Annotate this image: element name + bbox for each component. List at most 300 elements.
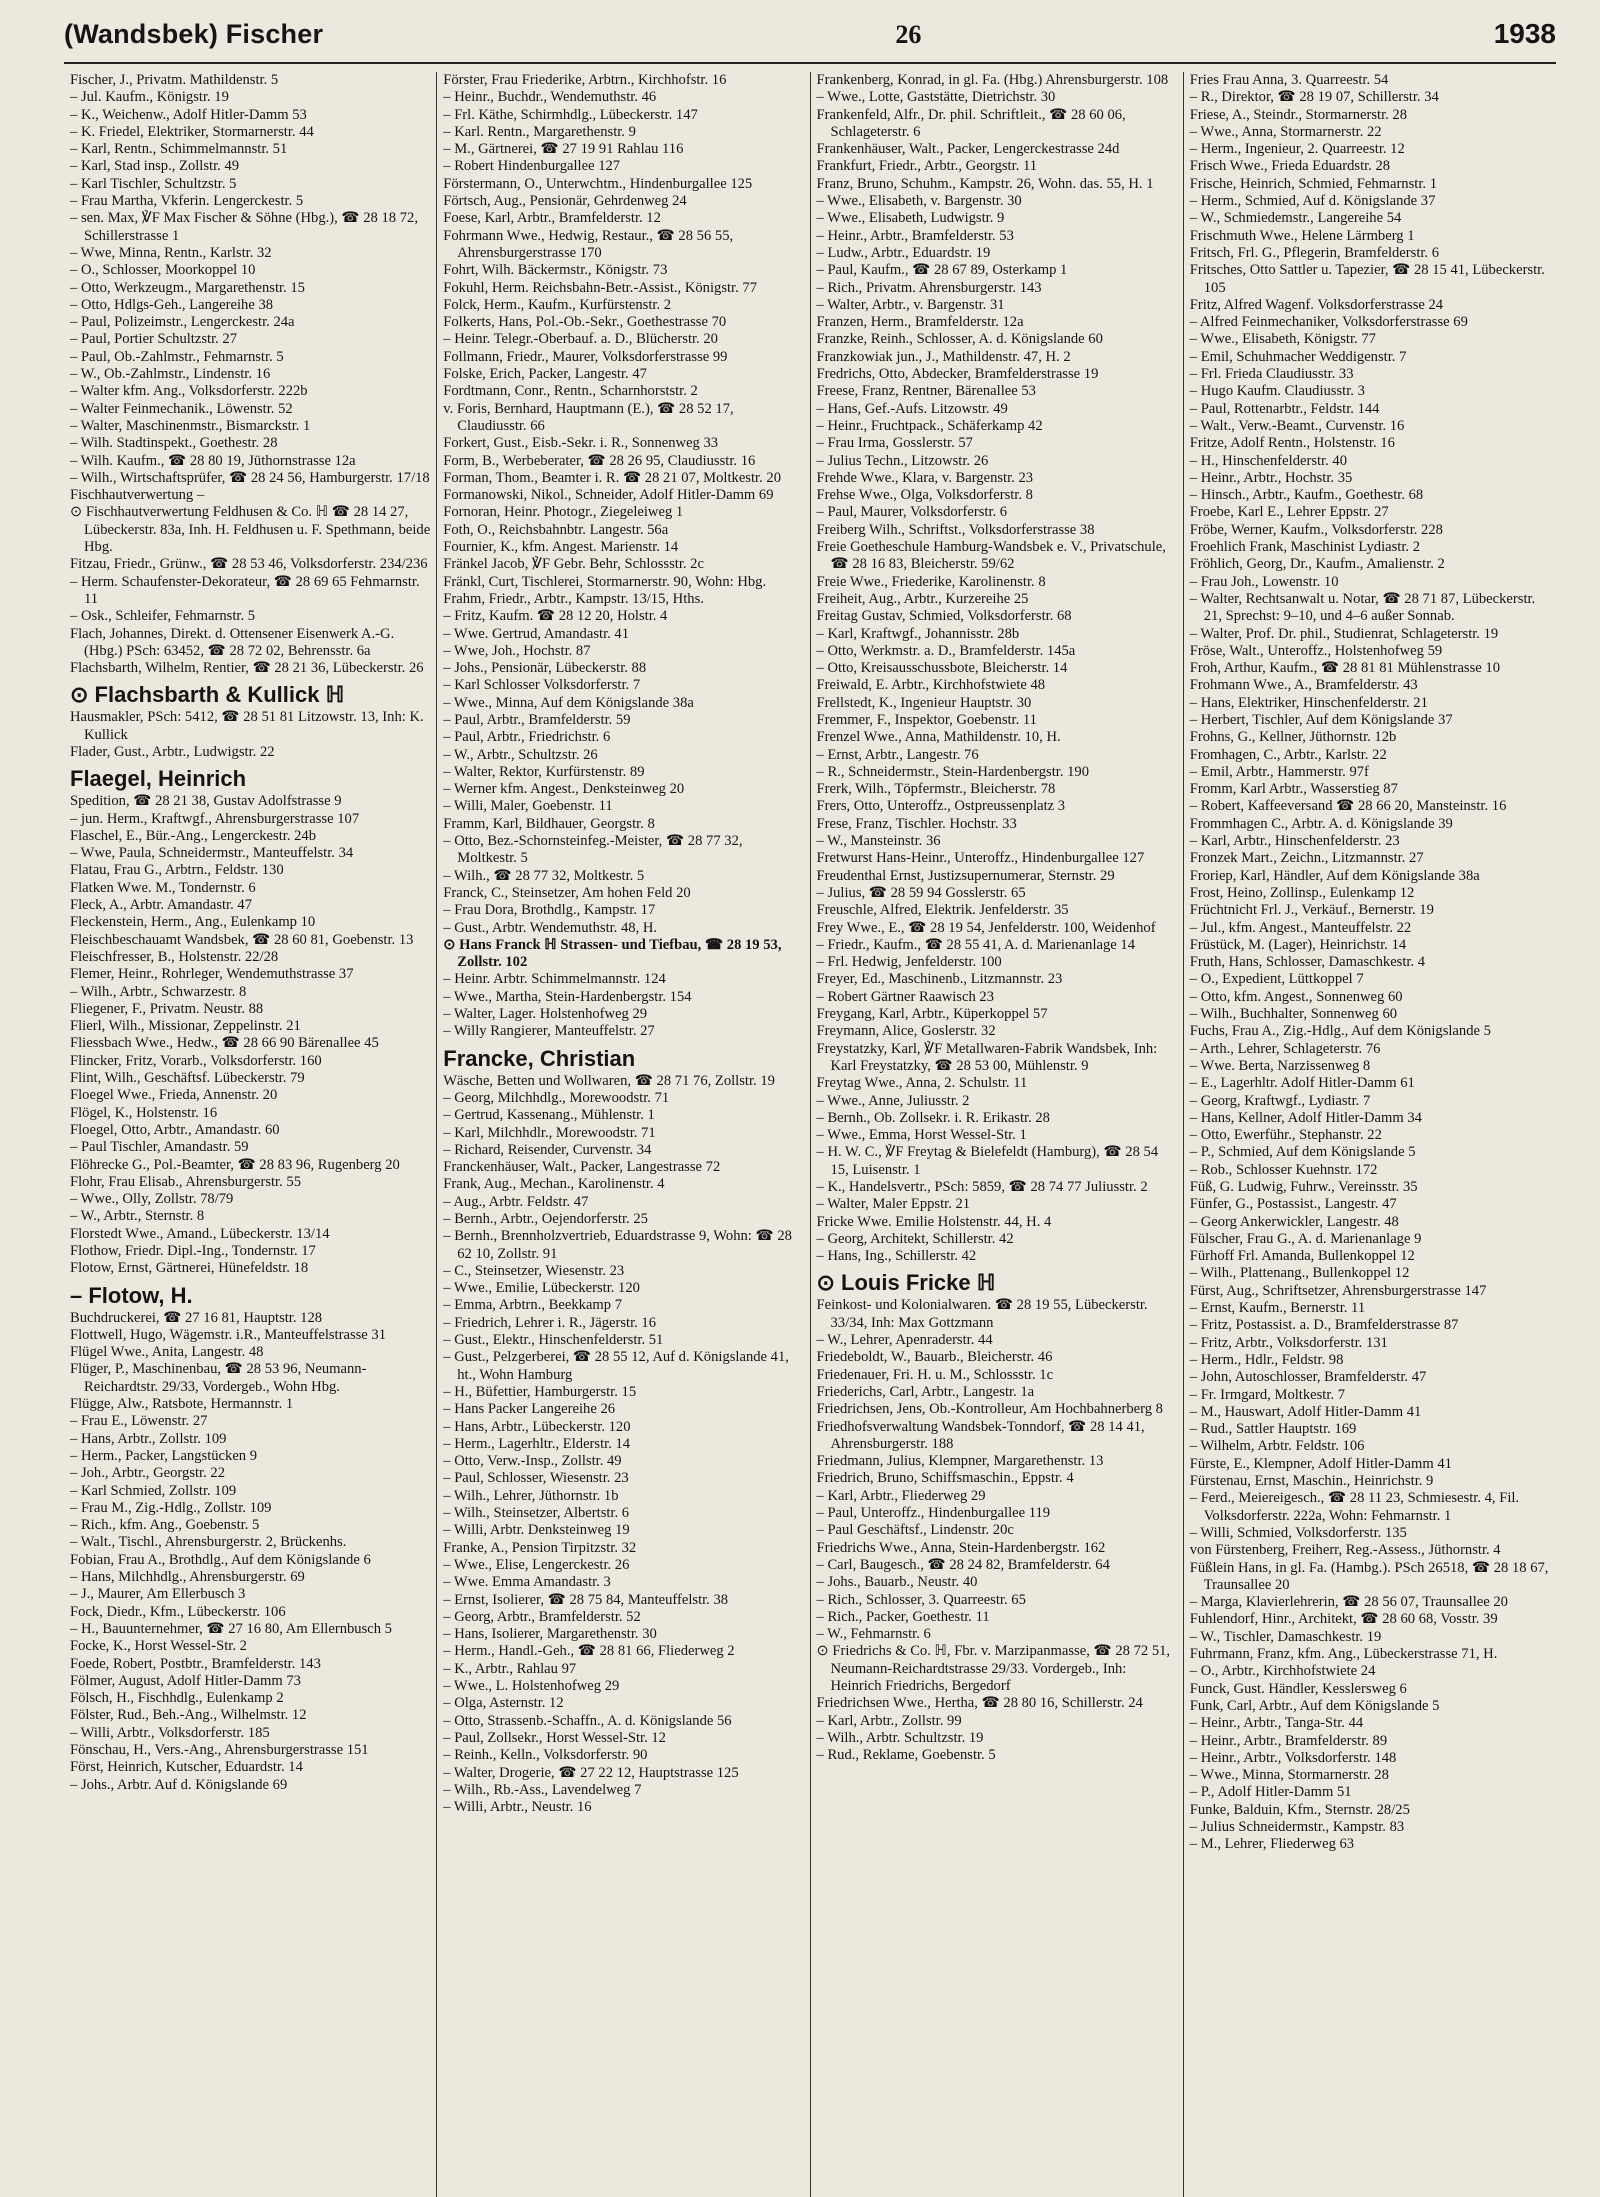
directory-entry: Frahm, Friedr., Arbtr., Kampstr. 13/15, Hths.: [443, 590, 704, 607]
directory-entry: Forkert, Gust., Eisb.-Sekr. i. R., Sonnenweg 33: [443, 435, 719, 452]
directory-entry: Füßlein Hans, in gl. Fa. (Hambg.). PSch 26518, ☎ 28 18 67, Traunsallee 20: [1189, 1559, 1549, 1593]
directory-entry: – Walter, Rechtsanwalt u. Notar, ☎ 28 71 87, Lübeckerstr. 21, Sprechst: 9–10, und 4–6 außer Sonnab.: [1189, 590, 1536, 625]
directory-entry: Flothow, Friedr. Dipl.-Ing., Tondernstr. 17: [70, 1243, 316, 1259]
directory-entry: Fokuhl, Herm. Reichsbahn-Betr.-Assist., Königstr. 77: [443, 279, 758, 296]
directory-entry: Fuchs, Frau A., Zig.-Hdlg., Auf dem Königslande 5: [1189, 1023, 1491, 1040]
directory-entry: Förtsch, Aug., Pensionär, Gehrdenweg 24: [443, 193, 687, 210]
directory-entry: – Walter, Drogerie, ☎ 27 22 12, Hauptstrasse 125: [443, 1764, 739, 1781]
directory-entry: Fordtmann, Conr., Rentn., Scharnhorststr. 2: [443, 383, 698, 400]
directory-entry: – Karl Schmied, Zollstr. 109: [70, 1482, 237, 1499]
directory-entry: Flöhrecke G., Pol.-Beamter, ☎ 28 83 96, Rugenberg 20: [70, 1156, 400, 1173]
directory-entry: – Joh., Arbtr., Georgstr. 22: [70, 1465, 225, 1482]
directory-entry: – Emil, Schuhmacher Weddigenstr. 7: [1189, 348, 1407, 365]
directory-entry: Freygang, Karl, Arbtr., Küperkoppel 57: [816, 1006, 1048, 1023]
directory-entry: Franke, A., Pension Tirpitzstr. 32: [443, 1539, 637, 1556]
directory-entry: – Rud., Sattler Hauptstr. 169: [1189, 1421, 1357, 1438]
directory-entry: – Herm., Lagerhltr., Elderstr. 14: [443, 1435, 631, 1452]
directory-entry: – Marga, Klavierlehrerin, ☎ 28 56 07, Traunsallee 20: [1189, 1594, 1508, 1611]
directory-entry: Flader, Gust., Arbtr., Ludwigstr. 22: [70, 743, 275, 760]
directory-entry: Freytag Wwe., Anna, 2. Schulstr. 11: [816, 1075, 1028, 1092]
directory-entry: – Hans, Arbtr., Lübeckerstr. 120: [443, 1418, 631, 1435]
directory-entry: – Willi, Arbtr. Denksteinweg 19: [443, 1522, 630, 1539]
directory-entry: Freie Goetheschule Hamburg-Wandsbek e. V., Privatschule, ☎ 28 16 83, Bleicherstr. 59/62: [816, 539, 1166, 573]
directory-entry: Flaschel, E., Bür.-Ang., Lengerckestr. 24b: [70, 827, 317, 844]
directory-entry: – Willi, Schmied, Volksdorferstr. 135: [1189, 1524, 1407, 1541]
directory-entry: Franzen, Herm., Bramfelderstr. 12a: [816, 314, 1024, 331]
directory-entry: – O., Arbtr., Kirchhofstwiete 24: [1189, 1663, 1376, 1680]
directory-entry: – Karl, Arbtr., Zollstr. 99: [816, 1712, 962, 1729]
directory-entry: – Karl, Kraftwgf., Johannisstr. 28b: [816, 625, 1020, 642]
directory-entry: – Karl Tischler, Schultzstr. 5: [70, 175, 237, 192]
directory-entry: Franzkowiak jun., J., Mathildenstr. 47, H. 2: [816, 348, 1071, 365]
directory-entry: Spedition, ☎ 28 21 38, Gustav Adolfstrasse 9: [70, 793, 342, 810]
directory-entry: – Alfred Feinmechaniker, Volksdorferstrasse 69: [1189, 314, 1468, 331]
directory-entry: Fröhlich, Georg, Dr., Kaufm., Amalienstr. 2: [1189, 556, 1445, 573]
directory-entry: Fobian, Frau A., Brothdlg., Auf dem Königslande 6: [70, 1551, 371, 1568]
directory-entry: – Paul, Unteroffz., Hindenburgallee 119: [816, 1505, 1051, 1522]
directory-entry: Fleckenstein, Herm., Ang., Eulenkamp 10: [70, 914, 316, 931]
directory-entry: Frommhagen C., Arbtr. A. d. Königslande 39: [1189, 815, 1453, 832]
directory-entry: – Julius Schneidermstr., Kampstr. 83: [1189, 1818, 1405, 1835]
directory-entry: – Wwe., Minna, Stormarnerstr. 28: [1189, 1767, 1389, 1784]
directory-entry: Friedeboldt, W., Bauarb., Bleicherstr. 46: [816, 1349, 1053, 1366]
directory-entry: – Reinh., Kelln., Volksdorferstr. 90: [443, 1747, 648, 1764]
directory-entry: – Paul, Schlosser, Wiesenstr. 23: [443, 1470, 629, 1487]
directory-entry: Friedmann, Julius, Klempner, Margarethenstr. 13: [816, 1453, 1104, 1470]
page-number: 26: [895, 20, 922, 49]
directory-entry: Fock, Diedr., Kfm., Lübeckerstr. 106: [70, 1603, 286, 1620]
directory-entry: Flach, Johannes, Direkt. d. Ottensener Eisenwerk A.-G. (Hbg.) PSch: 63452, ☎ 28 72 02, Behrensstr. 6a: [70, 625, 395, 659]
directory-entry: Fritsches, Otto Sattler u. Tapezier, ☎ 28 15 41, Lübeckerstr. 105: [1189, 262, 1545, 296]
directory-entry: Fritze, Adolf Rentn., Holstenstr. 16: [1189, 435, 1395, 452]
directory-entry: von Fürstenberg, Freiherr, Reg.-Assess., Jüthornstr. 4: [1189, 1542, 1501, 1559]
directory-entry: Fölmer, August, Adolf Hitler-Damm 73: [70, 1672, 301, 1689]
directory-entry: – Wilh., Arbtr., Schwarzestr. 8: [70, 983, 247, 1000]
directory-entry: – Walt., Tischl., Ahrensburgerstr. 2, Brückenhs.: [70, 1534, 347, 1551]
directory-entry: Flüger, P., Maschinenbau, ☎ 28 53 96, Neumann-Reichardtstr. 29/33, Vordergeb., Wohn Hbg.: [70, 1361, 367, 1395]
directory-entry: Fournier, K., kfm. Angest. Marienstr. 14: [443, 539, 679, 556]
directory-entry: – Wwe. Emma Amandastr. 3: [443, 1574, 611, 1591]
directory-entry: – Walter, Maler Eppstr. 21: [816, 1196, 971, 1213]
directory-entry: – R., Direktor, ☎ 28 19 07, Schillerstr. 34: [1189, 89, 1439, 106]
directory-entry: Floegel, Otto, Arbtr., Amandastr. 60: [70, 1121, 280, 1138]
directory-entry: Fohrmann Wwe., Hedwig, Restaur., ☎ 28 56 55, Ahrensburgerstrasse 170: [443, 227, 734, 261]
directory-entry: – Hans, Ing., Schillerstr. 42: [816, 1248, 977, 1265]
directory-entry: – Otto, Bez.-Schornsteinfeg.-Meister, ☎ 28 77 32, Moltkestr. 5: [443, 833, 743, 867]
directory-entry: Florstedt Wwe., Amand., Lübeckerstr. 13/14: [70, 1225, 330, 1242]
directory-entry: – Arth., Lehrer, Schlageterstr. 76: [1189, 1040, 1381, 1057]
directory-entry: – Wwe., Elisabeth, Königstr. 77: [1189, 331, 1376, 348]
directory-entry: – Rich., Privatm. Ahrensburgerstr. 143: [816, 279, 1042, 296]
directory-entry: – Wwe., L. Holstenhofweg 29: [443, 1678, 620, 1695]
directory-entry: – Frl. Käthe, Schirmhdlg., Lübeckerstr. 147: [443, 106, 698, 123]
directory-entry: Fitzau, Friedr., Grünw., ☎ 28 53 46, Volksdorferstr. 234/236: [70, 556, 428, 573]
directory-entry: – Heinr., Arbtr., Volksdorferstr. 148: [1189, 1749, 1397, 1766]
directory-entry: – Walter, Lager. Holstenhofweg 29: [443, 1006, 648, 1023]
directory-entry: Fricke Wwe. Emilie Holstenstr. 44, H. 4: [816, 1213, 1052, 1230]
directory-entry: – Wilh. Kaufm., ☎ 28 80 19, Jüthornstrasse 12a: [70, 452, 356, 469]
directory-entry: Franckenhäuser, Walt., Packer, Langestrasse 72: [443, 1159, 721, 1176]
directory-entry: Fries Frau Anna, 3. Quarreestr. 54: [1189, 72, 1389, 88]
directory-entry: – Frau Joh., Lowenstr. 10: [1189, 573, 1339, 590]
directory-entry: Fränkl, Curt, Tischlerei, Stormarnerstr. 90, Wohn: Hbg.: [443, 573, 767, 590]
directory-entry: – Heinr. Arbtr. Schimmelmannstr. 124: [443, 971, 666, 988]
directory-entry: – Wilh., Wirtschaftsprüfer, ☎ 28 24 56, Hamburgerstr. 17/18: [70, 469, 430, 486]
directory-entry: Formanowski, Nikol., Schneider, Adolf Hitler-Damm 69: [443, 487, 774, 504]
directory-entry: – Fritz, Arbtr., Volksdorferstr. 131: [1189, 1334, 1388, 1351]
directory-entry: – Wilh., Rb.-Ass., Lavendelweg 7: [443, 1781, 642, 1798]
directory-entry: Friedrichs Wwe., Anna, Stein-Hardenbergstr. 162: [816, 1539, 1106, 1556]
directory-entry: – O., Schlosser, Moorkoppel 10: [70, 262, 256, 279]
directory-entry: – E., Lagerhltr. Adolf Hitler-Damm 61: [1189, 1075, 1415, 1092]
directory-entry: Frisch Wwe., Frieda Eduardstr. 28: [1189, 158, 1391, 175]
directory-entry: – Karl Schlosser Volksdorferstr. 7: [443, 677, 641, 694]
directory-entry: Folck, Herm., Kaufm., Kurfürstenstr. 2: [443, 296, 672, 313]
directory-entry: – Rich., kfm. Ang., Goebenstr. 5: [70, 1517, 260, 1534]
directory-entry: Fönschau, H., Vers.-Ang., Ahrensburgerstrasse 151: [70, 1742, 369, 1759]
directory-entry: – Werner kfm. Angest., Denksteinweg 20: [443, 781, 685, 798]
directory-entry: – H. W. C., ℣F Freytag & Bielefeldt (Hamburg), ☎ 28 54 15, Luisenstr. 1: [816, 1144, 1159, 1178]
directory-entry: – Wilh., Steinsetzer, Albertstr. 6: [443, 1505, 630, 1522]
directory-entry: Friedrich, Bruno, Schiffsmaschin., Eppstr. 4: [816, 1470, 1074, 1487]
directory-entry: Frerk, Wilh., Töpfermstr., Bleicherstr. 78: [816, 781, 1056, 798]
directory-entry: – Wwe., Minna, Auf dem Königslande 38a: [443, 694, 694, 711]
directory-entry: – Hans, Gef.-Aufs. Litzowstr. 49: [816, 400, 1008, 417]
directory-entry: – Wwe., Martha, Stein-Hardenbergstr. 154: [443, 988, 692, 1005]
directory-entry: – Georg, Kraftwgf., Lydiastr. 7: [1189, 1092, 1371, 1109]
directory-entry: Flügel Wwe., Anita, Langestr. 48: [70, 1344, 264, 1361]
directory-entry: Fleischfresser, B., Holstenstr. 22/28: [70, 948, 279, 965]
directory-entry: – W., Ob.-Zahlmstr., Lindenstr. 16: [70, 366, 271, 383]
directory-entry: – Rich., Schlosser, 3. Quarreestr. 65: [816, 1591, 1026, 1608]
directory-entry: – Rich., Packer, Goethestr. 11: [816, 1608, 990, 1625]
directory-entry: – Hans, Kellner, Adolf Hitler-Damm 34: [1189, 1109, 1422, 1126]
directory-entry: – O., Expedient, Lüttkoppel 7: [1189, 971, 1364, 988]
directory-entry: – Rob., Schlosser Kuehnstr. 172: [1189, 1161, 1378, 1178]
directory-entry: Fürstenau, Ernst, Maschin., Heinrichstr. 9: [1189, 1473, 1434, 1490]
directory-entry: Folkerts, Hans, Pol.-Ob.-Sekr., Goethestrasse 70: [443, 314, 727, 331]
directory-entry: Freudenthal Ernst, Justizsupernumerar, Sternstr. 29: [816, 867, 1115, 884]
directory-entry: – Herm. Schaufenster-Dekorateur, ☎ 28 69 65 Fehmarnstr. 11: [70, 573, 420, 607]
directory-entry: – Emma, Arbtrn., Beekkamp 7: [443, 1297, 622, 1314]
directory-entry: – Karl. Rentn., Margarethenstr. 9: [443, 123, 636, 140]
directory-display-entry: – Flotow, H.: [70, 1282, 193, 1308]
directory-entry: – Hans, Elektriker, Hinschenfelderstr. 21: [1189, 694, 1428, 711]
directory-entry: – Paul Geschäftsf., Lindenstr. 20c: [816, 1522, 1014, 1539]
directory-entry: Feinkost- und Kolonialwaren. ☎ 28 19 55, Lübeckerstr. 33/34, Inh: Max Gottzmann: [816, 1297, 1148, 1331]
directory-entry: – Wwe., Emilie, Lübeckerstr. 120: [443, 1280, 640, 1297]
directory-entry: Frankfurt, Friedr., Arbtr., Georgstr. 11: [816, 158, 1038, 175]
directory-entry: Frankenhäuser, Walt., Packer, Lengerckestrasse 24d: [816, 141, 1120, 158]
directory-entry: Franck, C., Steinsetzer, Am hohen Feld 20: [443, 884, 691, 901]
directory-entry: Friedenauer, Fri. H. u. M., Schlossstr. 1c: [816, 1366, 1054, 1383]
directory-entry: – M., Hauswart, Adolf Hitler-Damm 41: [1189, 1403, 1422, 1420]
directory-entry: – Karl, Milchhdlr., Morewoodstr. 71: [443, 1124, 656, 1141]
directory-entry: Flohr, Frau Elisab., Ahrensburgerstr. 55: [70, 1173, 302, 1190]
year-label: 1938: [1493, 18, 1556, 49]
directory-entry: – Ferd., Meiereigesch., ☎ 28 11 23, Schmiesestr. 4, Fil. Volksdorferstr. 222a, Wohn: Fehmarnstr. 1: [1189, 1490, 1520, 1524]
directory-entry: Fronzek Mart., Zeichn., Litzmannstr. 27: [1189, 850, 1424, 867]
directory-entry: Fuhrmann, Franz, kfm. Ang., Lübeckerstrasse 71, H.: [1189, 1646, 1498, 1663]
directory-entry: – H., Hinschenfelderstr. 40: [1189, 452, 1348, 469]
directory-entry: – Wwe., Anne, Juliusstr. 2: [816, 1092, 970, 1109]
directory-entry: – Walt., Verw.-Beamt., Curvenstr. 16: [1189, 417, 1405, 434]
directory-entry: – Jul. Kaufm., Königstr. 19: [70, 89, 229, 106]
directory-entry: – J., Maurer, Am Ellerbusch 3: [70, 1586, 246, 1603]
directory-entry: – Frau Martha, Vkferin. Lengerckestr. 5: [70, 193, 304, 210]
directory-column-2: [437, 72, 810, 2197]
directory-entry: Friedrichsen Wwe., Hertha, ☎ 28 80 16, Schillerstr. 24: [816, 1695, 1143, 1712]
directory-entry: Freitag Gustav, Schmied, Volksdorferstr. 68: [816, 608, 1072, 625]
directory-entry: – Karl, Arbtr., Fliederweg 29: [816, 1487, 986, 1504]
directory-entry: – Ludw., Arbtr., Eduardstr. 19: [816, 244, 991, 261]
directory-entry: – Otto, Ewerführ., Stephanstr. 22: [1189, 1127, 1382, 1144]
directory-entry: Folske, Erich, Packer, Langestr. 47: [443, 366, 647, 383]
directory-entry: Fromhagen, C., Arbtr., Karlstr. 22: [1189, 746, 1387, 763]
directory-entry: Frenzel Wwe., Anna, Mathildenstr. 10, H.: [816, 729, 1061, 746]
directory-entry: Fleck, A., Arbtr. Amandastr. 47: [70, 897, 253, 914]
directory-entry: – Ernst, Kaufm., Bernerstr. 11: [1189, 1300, 1366, 1317]
directory-entry: Flögel, K., Holstenstr. 16: [70, 1104, 218, 1121]
directory-entry: – Otto, kfm. Angest., Sonnenweg 60: [1189, 988, 1403, 1005]
directory-entry: Framm, Karl, Bildhauer, Georgstr. 8: [443, 815, 655, 832]
directory-entry: Follmann, Friedr., Maurer, Volksdorferstrasse 99: [443, 348, 728, 365]
directory-entry: – M., Gärtnerei, ☎ 27 19 91 Rahlau 116: [443, 141, 684, 158]
directory-entry: – Wilhelm, Arbtr. Feldstr. 106: [1189, 1438, 1365, 1455]
directory-entry: Froebe, Karl E., Lehrer Eppstr. 27: [1189, 504, 1389, 521]
directory-entry: Franz, Bruno, Schuhm., Kampstr. 26, Wohn. das. 55, H. 1: [816, 175, 1154, 192]
directory-entry: Foede, Robert, Postbtr., Bramfelderstr. 143: [70, 1655, 321, 1672]
directory-entry: – Willi, Arbtr., Neustr. 16: [443, 1799, 592, 1816]
directory-entry: – Hinsch., Arbtr., Kaufm., Goethestr. 68: [1189, 487, 1424, 504]
directory-entry: – Walter, Arbtr., v. Bargenstr. 31: [816, 296, 1005, 313]
directory-entry: Frehde Wwe., Klara, v. Bargenstr. 23: [816, 469, 1034, 486]
directory-entry: – Wilh., Arbtr. Schultzstr. 19: [816, 1729, 984, 1746]
directory-entry: – Paul, Ob.-Zahlmstr., Fehmarnstr. 5: [70, 348, 284, 365]
directory-entry: Foth, O., Reichsbahnbtr. Langestr. 56a: [443, 521, 669, 538]
directory-display-entry: ⊙ Flachsbarth & Kullick ℍ: [70, 682, 345, 708]
directory-entry: – W., Lehrer, Apenraderstr. 44: [816, 1332, 993, 1349]
directory-entry: Früstück, M. (Lager), Heinrichstr. 14: [1189, 936, 1407, 953]
directory-entry: – Karl, Arbtr., Hinschenfelderstr. 23: [1189, 833, 1400, 850]
directory-entry: Fredrichs, Otto, Abdecker, Bramfelderstrasse 19: [816, 366, 1099, 383]
directory-entry: Förstermann, O., Unterwchtm., Hindenburgallee 125: [443, 175, 753, 192]
directory-entry: Floegel Wwe., Frieda, Annenstr. 20: [70, 1087, 278, 1104]
directory-entry: Flincker, Fritz, Vorarb., Volksdorferstr. 160: [70, 1052, 322, 1069]
directory-entry: – Hans, Arbtr., Zollstr. 109: [70, 1430, 227, 1447]
directory-entry: Früchtnicht Frl. J., Verkäuf., Bernerstr. 19: [1189, 902, 1434, 919]
directory-entry: – Bernh., Arbtr., Oejendorferstr. 25: [443, 1211, 648, 1227]
directory-entry: Focke, K., Horst Wessel-Str. 2: [70, 1638, 247, 1655]
directory-columns: [64, 72, 1556, 2197]
directory-entry: Först, Heinrich, Kutscher, Eduardstr. 14: [70, 1759, 303, 1776]
directory-entry: Fürst, Aug., Schriftsetzer, Ahrensburgerstrasse 147: [1189, 1282, 1487, 1299]
directory-entry: – Wwe. Gertrud, Amandastr. 41: [443, 625, 630, 642]
directory-entry: – Paul, Zollsekr., Horst Wessel-Str. 12: [443, 1729, 666, 1746]
directory-display-entry: Flaegel, Heinrich: [70, 766, 247, 792]
directory-entry: – Fritz, Kaufm. ☎ 28 12 20, Holstr. 4: [443, 608, 668, 625]
directory-entry: – Paul, Arbtr., Friedrichstr. 6: [443, 729, 611, 746]
directory-entry: Fritsch, Frl. G., Pflegerin, Bramfelderstr. 6: [1189, 244, 1440, 261]
directory-entry: Fölsch, H., Fischhdlg., Eulenkamp 2: [70, 1690, 284, 1707]
directory-entry: – Otto, Strassenb.-Schaffn., A. d. Königslande 56: [443, 1712, 732, 1729]
directory-entry: – Georg, Milchhdlg., Morewoodstr. 71: [443, 1089, 670, 1106]
directory-entry: – Julius Techn., Litzowstr. 26: [816, 452, 989, 469]
directory-entry: – Otto, Verw.-Insp., Zollstr. 49: [443, 1453, 622, 1470]
directory-entry: Funke, Balduin, Kfm., Sternstr. 28/25: [1189, 1801, 1410, 1818]
directory-entry: – Hugo Kaufm. Claudiusstr. 3: [1189, 383, 1365, 400]
directory-entry: – Karl, Stad insp., Zollstr. 49: [70, 158, 240, 175]
directory-entry: Freiberg Wilh., Schriftst., Volksdorferstrasse 38: [816, 521, 1095, 538]
directory-entry: – Otto, Werkmstr. a. D., Bramfelderstr. 145a: [816, 642, 1076, 659]
directory-entry: – Hans, Milchhdlg., Ahrensburgerstr. 69: [70, 1569, 305, 1586]
directory-entry: – Heinr. Telegr.-Oberbauf. a. D., Blücherstr. 20: [443, 331, 718, 348]
directory-entry: – W., Mansteinstr. 36: [816, 833, 941, 850]
directory-entry: – W., Fehmarnstr. 6: [816, 1626, 931, 1643]
directory-entry: Buchdruckerei, ☎ 27 16 81, Hauptstr. 128: [70, 1309, 323, 1326]
directory-entry: – Otto, Werkzeugm., Margarethenstr. 15: [70, 279, 305, 296]
directory-entry: – Jul., kfm. Angest., Manteuffelstr. 22: [1189, 919, 1412, 936]
directory-entry: Fohrt, Wilh. Bäckermstr., Königstr. 73: [443, 262, 668, 279]
directory-entry: – Frau E., Löwenstr. 27: [70, 1413, 208, 1430]
directory-entry: – Wilh., Lehrer, Jüthornstr. 1b: [443, 1487, 619, 1504]
directory-entry: – Bernh., Ob. Zollsekr. i. R. Erikastr. 28: [816, 1109, 1050, 1126]
directory-entry: Freiwald, E. Arbtr., Kirchhofstwiete 48: [816, 677, 1046, 694]
directory-entry: Forman, Thom., Beamter i. R. ☎ 28 21 07, Moltkestr. 20: [443, 469, 781, 486]
directory-entry: Froh, Arthur, Kaufm., ☎ 28 81 81 Mühlenstrasse 10: [1189, 660, 1501, 677]
directory-entry: Fretwurst Hans-Heinr., Unteroffz., Hindenburgallee 127: [816, 850, 1145, 867]
directory-entry: – Walter kfm. Ang., Volksdorferstr. 222b: [70, 383, 308, 400]
directory-entry: – Wwe, Joh., Hochstr. 87: [443, 642, 591, 659]
directory-entry: – Bernh., Brennholzvertrieb, Eduardstrasse 9, Wohn: ☎ 28 62 10, Zollstr. 91: [443, 1228, 792, 1262]
directory-entry: Fuhlendorf, Hinr., Architekt, ☎ 28 60 68, Vosstr. 39: [1189, 1611, 1498, 1628]
directory-entry: – jun. Herm., Kraftwgf., Ahrensburgerstrasse 107: [70, 810, 360, 827]
directory-entry: – Fritz, Postassist. a. D., Bramfelderstrasse 87: [1189, 1317, 1459, 1334]
directory-entry: Fünfer, G., Postassist., Langestr. 47: [1189, 1196, 1397, 1213]
directory-entry: – Willy Rangierer, Manteuffelstr. 27: [443, 1023, 655, 1040]
directory-entry: – Walter, Maschinenmstr., Bismarckstr. 1: [70, 417, 311, 434]
directory-entry: – K. Friedel, Elektriker, Stormarnerstr. 44: [70, 123, 314, 140]
directory-entry: v. Foris, Bernhard, Hauptmann (E.), ☎ 28 52 17, Claudiusstr. 66: [443, 400, 734, 434]
directory-entry: Fölster, Rud., Beh.-Ang., Wilhelmstr. 12: [70, 1707, 307, 1724]
directory-entry: Flatken Wwe. M., Tondernstr. 6: [70, 879, 256, 896]
directory-entry: Freiheit, Aug., Arbtr., Kurzereihe 25: [816, 590, 1029, 607]
directory-entry: Wäsche, Betten und Wollwaren, ☎ 28 71 76, Zollstr. 19: [443, 1072, 775, 1089]
directory-entry: – Georg, Arbtr., Bramfelderstr. 52: [443, 1608, 641, 1625]
directory-entry: – W., Tischler, Damaschkestr. 19: [1189, 1628, 1382, 1645]
directory-entry: – Willi, Maler, Goebenstr. 11: [443, 798, 613, 815]
directory-entry: – M., Lehrer, Fliederweg 63: [1189, 1836, 1355, 1853]
directory-entry: – Wilh., ☎ 28 77 32, Moltkestr. 5: [443, 867, 645, 884]
directory-entry: Frey Wwe., E., ☎ 28 19 54, Jenfelderstr. 100, Weidenhof: [816, 919, 1156, 936]
directory-entry: – Georg, Architekt, Schillerstr. 42: [816, 1230, 1014, 1247]
directory-entry: – Richard, Reisender, Curvenstr. 34: [443, 1141, 652, 1158]
directory-entry: Förster, Frau Friederike, Arbtrn., Kirchhofstr. 16: [443, 72, 727, 88]
directory-entry: Friese, A., Steindr., Stormarnerstr. 28: [1189, 106, 1408, 123]
directory-entry: – Gust., Pelzgerberei, ☎ 28 55 12, Auf d. Königslande 41, ht., Wohn Hamburg: [443, 1349, 789, 1383]
directory-entry: – W., Schmiedemstr., Langereihe 54: [1189, 210, 1402, 227]
directory-entry: – Friedrich, Lehrer i. R., Jägerstr. 16: [443, 1314, 657, 1331]
directory-entry: – K., Arbtr., Rahlau 97: [443, 1660, 577, 1677]
directory-entry: – Gust., Arbtr. Wendemuthstr. 48, H.: [443, 919, 658, 936]
directory-entry: Frese, Franz, Tischler. Hochstr. 33: [816, 815, 1017, 832]
directory-entry: Fülscher, Frau G., A. d. Marienanlage 9: [1189, 1230, 1422, 1247]
directory-entry: – Gust., Elektr., Hinschenfelderstr. 51: [443, 1332, 664, 1349]
directory-entry: Fremmer, F., Inspektor, Goebenstr. 11: [816, 711, 1037, 728]
directory-entry: – Rud., Reklame, Goebenstr. 5: [816, 1747, 996, 1764]
directory-column-4: [1184, 72, 1556, 2197]
directory-entry: – Frl. Frieda Claudiusstr. 33: [1189, 366, 1354, 383]
directory-entry: Frost, Heino, Zollinsp., Eulenkamp 12: [1189, 884, 1415, 901]
directory-entry: – Wwe. Berta, Narzissenweg 8: [1189, 1057, 1371, 1074]
directory-entry: Frankenberg, Konrad, in gl. Fa. (Hbg.) Ahrensburgerstr. 108: [816, 72, 1169, 88]
directory-entry: – Frau Irma, Gosslerstr. 57: [816, 435, 973, 452]
directory-entry: – Heinr., Arbtr., Hochstr. 35: [1189, 469, 1353, 486]
directory-entry: – Johs., Bauarb., Neustr. 40: [816, 1574, 978, 1591]
directory-entry: – Walter, Rektor, Kurfürstenstr. 89: [443, 763, 645, 780]
directory-entry: – Ernst, Arbtr., Langestr. 76: [816, 746, 979, 763]
directory-entry: – Willi, Arbtr., Volksdorferstr. 185: [70, 1724, 270, 1741]
directory-entry: – Wilh., Plattenang., Bullenkoppel 12: [1189, 1265, 1410, 1282]
directory-entry: – Hans, Isolierer, Margarethenstr. 30: [443, 1626, 657, 1643]
directory-entry: – Heinr., Arbtr., Tanga-Str. 44: [1189, 1715, 1364, 1732]
directory-entry: Flügge, Alw., Ratsbote, Hermannstr. 1: [70, 1396, 294, 1413]
directory-entry: – R., Schneidermstr., Stein-Hardenbergstr. 190: [816, 763, 1090, 780]
directory-entry: – Herm., Schmied, Auf d. Königslande 37: [1189, 193, 1436, 210]
directory-entry: Froehlich Frank, Maschinist Lydiastr. 2: [1189, 539, 1420, 556]
directory-entry: – Emil, Arbtr., Hammerstr. 97f: [1189, 763, 1369, 780]
directory-entry: Frohns, G., Kellner, Jüthornstr. 12b: [1189, 729, 1397, 746]
directory-entry: – Heinr., Fruchtpack., Schäferkamp 42: [816, 417, 1043, 434]
directory-entry: Flachsbarth, Wilhelm, Rentier, ☎ 28 21 36, Lübeckerstr. 26: [70, 660, 424, 677]
directory-entry: Freymann, Alice, Goslerstr. 32: [816, 1023, 996, 1040]
directory-entry: Form, B., Werbeberater, ☎ 28 26 95, Claudiusstr. 16: [443, 452, 756, 469]
directory-entry: – Herm., Ingenieur, 2. Quarreestr. 12: [1189, 141, 1405, 158]
directory-entry: – Otto, Kreisausschussbote, Bleicherstr. 14: [816, 660, 1068, 677]
directory-entry: Freyer, Ed., Maschinenb., Litzmannstr. 23: [816, 971, 1063, 988]
directory-entry: – Herbert, Tischler, Auf dem Königslande 37: [1189, 711, 1453, 728]
directory-entry: – Walter Feinmechanik., Löwenstr. 52: [70, 400, 293, 417]
directory-entry: – Paul Tischler, Amandastr. 59: [70, 1139, 249, 1156]
running-head: (Wandsbek) Fischer: [64, 19, 324, 49]
directory-entry: – Frau M., Zig.-Hdlg., Zollstr. 109: [70, 1499, 272, 1516]
directory-entry: – Wwe., Anna, Stormarnerstr. 22: [1189, 123, 1382, 140]
directory-entry: Frischmuth Wwe., Helene Lärmberg 1: [1189, 227, 1415, 244]
directory-entry: – P., Adolf Hitler-Damm 51: [1189, 1784, 1352, 1801]
directory-entry: Frank, Aug., Mechan., Karolinenstr. 4: [443, 1176, 665, 1193]
directory-entry: – Karl, Rentn., Schimmelmannstr. 51: [70, 141, 288, 158]
directory-entry: – Walter, Prof. Dr. phil., Studienrat, Schlageterstr. 19: [1189, 625, 1499, 642]
directory-entry: Friedhofsverwaltung Wandsbek-Tonndorf, ☎ 28 14 41, Ahrensburgerstr. 188: [816, 1418, 1145, 1452]
directory-display-entry: Francke, Christian: [443, 1045, 636, 1071]
directory-entry: Frankenfeld, Alfr., Dr. phil. Schriftleit., ☎ 28 60 06, Schlageterstr. 6: [816, 106, 1126, 140]
directory-entry: Friedrichsen, Jens, Ob.-Kontrolleur, Am Hochbahnerberg 8: [816, 1401, 1163, 1418]
directory-entry: ⊙ Hans Franck ℍ Strassen- und Tiefbau, ☎ 28 19 53, Zollstr. 102: [443, 936, 782, 971]
directory-entry: – Heinr., Arbtr., Bramfelderstr. 53: [816, 227, 1014, 244]
directory-entry: Flemer, Heinr., Rohrleger, Wendemuthstrasse 37: [70, 966, 354, 983]
directory-entry: – H., Büfettier, Hamburgerstr. 15: [443, 1383, 637, 1400]
directory-entry: – Wwe., Lotte, Gaststätte, Dietrichstr. 30: [816, 89, 1056, 106]
directory-entry: – W., Arbtr., Schultzstr. 26: [443, 746, 598, 763]
page-header: [64, 18, 1556, 64]
directory-entry: – Heinr., Buchdr., Wendemuthstr. 46: [443, 89, 657, 106]
directory-entry: – Ernst, Isolierer, ☎ 28 75 84, Manteuffelstr. 38: [443, 1591, 729, 1608]
directory-entry: Flotow, Ernst, Gärtnerei, Hünefeldstr. 18: [70, 1260, 309, 1277]
directory-entry: – Georg Ankerwickler, Langestr. 48: [1189, 1213, 1399, 1230]
directory-entry: Fruth, Hans, Schlosser, Damaschkestr. 4: [1189, 954, 1426, 971]
directory-entry: – Wilh. Stadtinspekt., Goethestr. 28: [70, 435, 278, 452]
directory-entry: – Wilh., Buchhalter, Sonnenweg 60: [1189, 1006, 1398, 1023]
